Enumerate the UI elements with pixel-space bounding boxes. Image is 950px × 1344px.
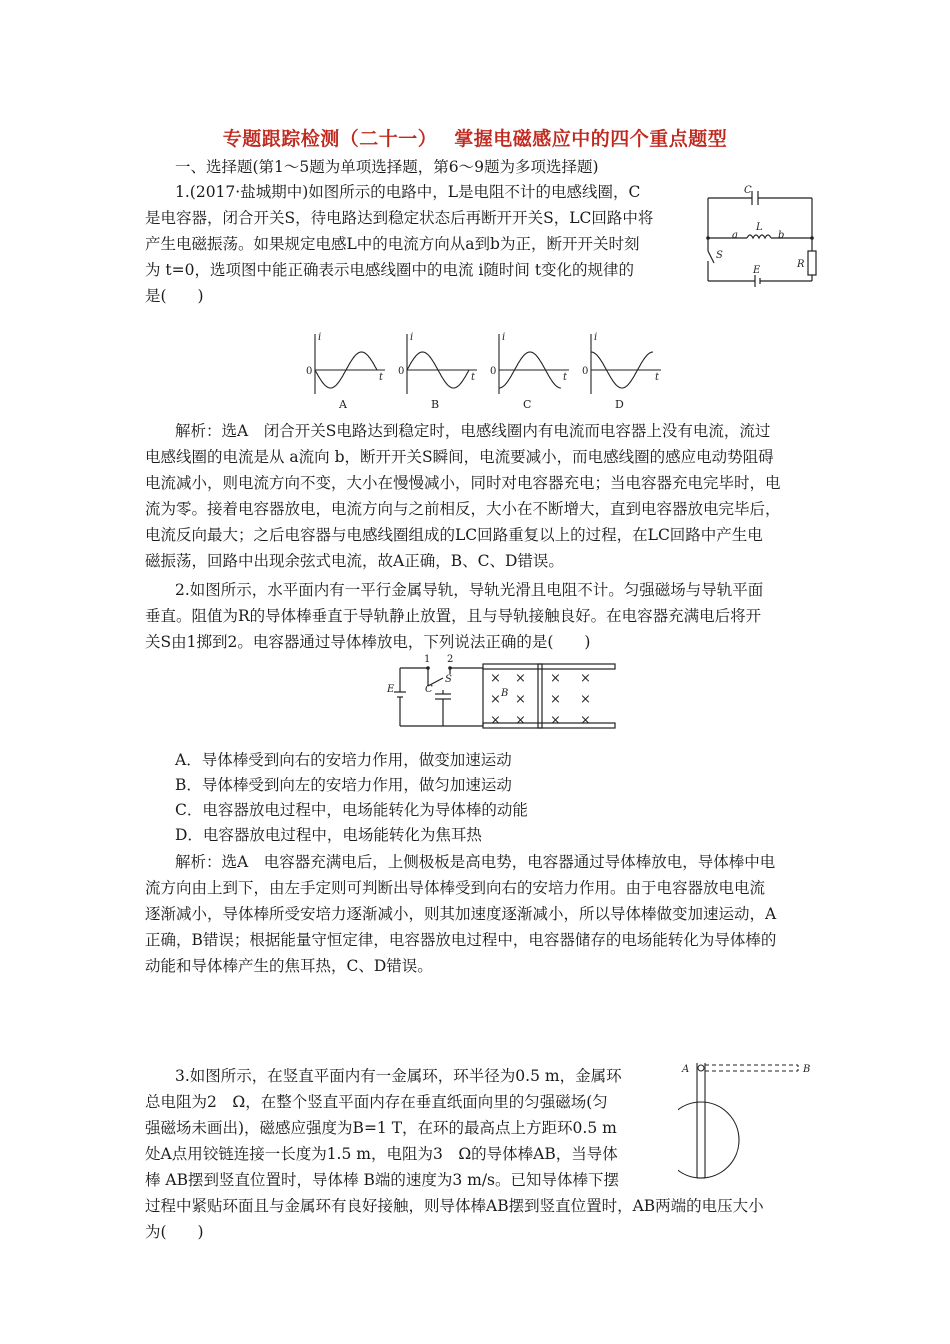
graph-label-origin: 0: [582, 366, 589, 377]
field-cross: ×: [550, 692, 561, 707]
graph-label-origin: 0: [490, 366, 497, 377]
q3-line: 过程中紧贴环面且与金属环有良好接触，则导体棒AB摆到竖直位置时，AB两端的电压大小: [145, 1197, 764, 1215]
q1-answer-line: 磁振荡，回路中出现余弦式电流，故A正确，B、C、D错误。: [145, 552, 564, 570]
ring-rod-diagram: [678, 1055, 818, 1190]
label-switch: S: [445, 674, 452, 685]
q3-line: 处A点用铰链连接一长度为1.5 m，电阻为3 Ω的导体棒AB，当导体: [145, 1145, 618, 1163]
graph-label-origin: 0: [398, 366, 405, 377]
label-inductor: L: [756, 222, 763, 233]
graph-option-label: A: [339, 398, 347, 411]
q2-option: D．电容器放电过程中，电场能转化为焦耳热: [175, 826, 482, 844]
q2-option: A．导体棒受到向右的安培力作用，做变加速运动: [175, 751, 512, 769]
field-cross: ×: [515, 692, 526, 707]
field-cross: ×: [490, 692, 501, 707]
graph-label-t: t: [655, 372, 660, 383]
q2-answer-line: 流方向由上到下，由左手定则可判断出导体棒受到向右的安培力作用。由于电容器放电电流: [145, 879, 766, 897]
label-terminal-2: 2: [447, 654, 454, 665]
field-cross: ×: [580, 713, 591, 728]
q2-answer-line: 正确，B错误；根据能量守恒定律，电容器放电过程中，电容器储存的电场能转化为导体棒的: [145, 931, 777, 949]
q2-line: 关S由1掷到2。电容器通过导体棒放电，下列说法正确的是( ): [145, 633, 591, 651]
q1-line: 为 t=0，选项图中能正确表示电感线圈中的电流 i随时间 t变化的规律的: [145, 261, 635, 279]
field-cross: ×: [515, 671, 526, 686]
q1-answer-line: 解析：选A 闭合开关S电路达到稳定时，电感线圈内有电流而电容器上没有电流，流过: [175, 422, 771, 440]
field-cross: ×: [580, 671, 591, 686]
field-cross: ×: [515, 713, 526, 728]
q2-answer-line: 逐渐减小，导体棒所受安培力逐渐减小，则其加速度逐渐减小，所以导体棒做变加速运动，A: [145, 905, 777, 923]
q2-line: 垂直。阻值为R的导体棒垂直于导轨静止放置，且与导轨接触良好。在电容器充满电后将开: [145, 607, 762, 625]
graph-option-label: B: [431, 398, 440, 411]
field-cross: ×: [550, 671, 561, 686]
label-terminal-1: 1: [424, 654, 431, 665]
q2-answer-line: 解析：选A 电容器充满电后，上侧极板是高电势，电容器通过导体棒放电，导体棒中电: [175, 853, 776, 871]
q1-answer-line: 电感线圈的电流是从 a流向 b，断开开关S瞬间，电流要减小，而电感线圈的感应电动势阻碍: [145, 448, 774, 466]
q3-line: 强磁场未画出)，磁感应强度为B=1 T，在环的最高点上方距环0.5 m: [145, 1119, 617, 1137]
label-field: B: [501, 688, 509, 699]
graph-option-label: C: [523, 398, 532, 411]
field-cross: ×: [490, 713, 501, 728]
graph-label-i: i: [410, 332, 414, 343]
label-emf: E: [753, 265, 761, 276]
q2-line: 2.如图所示，水平面内有一平行金属导轨，导轨光滑且电阻不计。匀强磁场与导轨平面: [175, 581, 764, 599]
label-a: A: [682, 1064, 690, 1075]
q1-line: 1.(2017·盐城期中)如图所示的电路中，L是电阻不计的电感线圈，C: [175, 183, 641, 201]
q1-line: 是( ): [145, 287, 204, 305]
graph-label-t: t: [563, 372, 568, 383]
section-heading: 一、选择题(第1～5题为单项选择题，第6～9题为多项选择题): [175, 158, 599, 176]
label-resistor: R: [797, 259, 805, 270]
graph-label-i: i: [502, 332, 506, 343]
q1-answer-line: 电流反向最大；之后电容器与电感线圈组成的LC回路重复以上的过程，在LC回路中产生电: [145, 526, 763, 544]
label-switch: S: [716, 250, 723, 261]
q2-option: C．电容器放电过程中，电场能转化为导体棒的动能: [175, 801, 528, 819]
q3-line: 棒 AB摆到竖直位置时，导体棒 B端的速度为3 m/s。已知导体棒下摆: [145, 1171, 619, 1189]
label-capacitor: C: [744, 185, 752, 196]
graph-label-i: i: [594, 332, 598, 343]
lc-circuit-diagram: [700, 183, 825, 288]
field-cross: ×: [490, 671, 501, 686]
q1-line: 产生电磁振荡。如果规定电感L中的电流方向从a到b为正，断开开关时刻: [145, 235, 640, 253]
graph-label-origin: 0: [306, 366, 313, 377]
label-b: b: [778, 230, 785, 241]
label-capacitor: C: [425, 684, 433, 695]
label-b: B: [803, 1064, 811, 1075]
field-cross: ×: [550, 713, 561, 728]
graph-option-label: D: [615, 398, 624, 411]
current-time-graphs: [305, 330, 690, 412]
q1-answer-line: 电流减小，则电流方向不变，大小在慢慢减小，同时对电容器充电；当电容器充电完毕时，电: [145, 474, 781, 492]
q3-line: 为( ): [145, 1223, 204, 1241]
q3-line: 3.如图所示，在竖直平面内有一金属环，环半径为0.5 m，金属环: [175, 1067, 622, 1085]
q2-answer-line: 动能和导体棒产生的焦耳热，C、D错误。: [145, 957, 433, 975]
q3-line: 总电阻为2 Ω，在整个竖直平面内存在垂直纸面向里的匀强磁场(匀: [145, 1093, 608, 1111]
q1-line: 是电容器，闭合开关S，待电路达到稳定状态后再断开开关S，LC回路中将: [145, 209, 654, 227]
graph-label-t: t: [471, 372, 476, 383]
rail-capacitor-diagram: [385, 650, 620, 740]
graph-label-i: i: [318, 332, 322, 343]
field-cross: ×: [580, 692, 591, 707]
page-title: 专题跟踪检测（二十一） 掌握电磁感应中的四个重点题型: [222, 128, 728, 150]
graph-label-t: t: [379, 372, 384, 383]
label-emf: E: [387, 684, 395, 695]
label-a: a: [732, 230, 738, 241]
q1-answer-line: 流为零。接着电容器放电，电流方向与之前相反，大小在不断增大，直到电容器放电完毕后，: [145, 500, 781, 518]
q2-option: B．导体棒受到向左的安培力作用，做匀加速运动: [175, 776, 512, 794]
